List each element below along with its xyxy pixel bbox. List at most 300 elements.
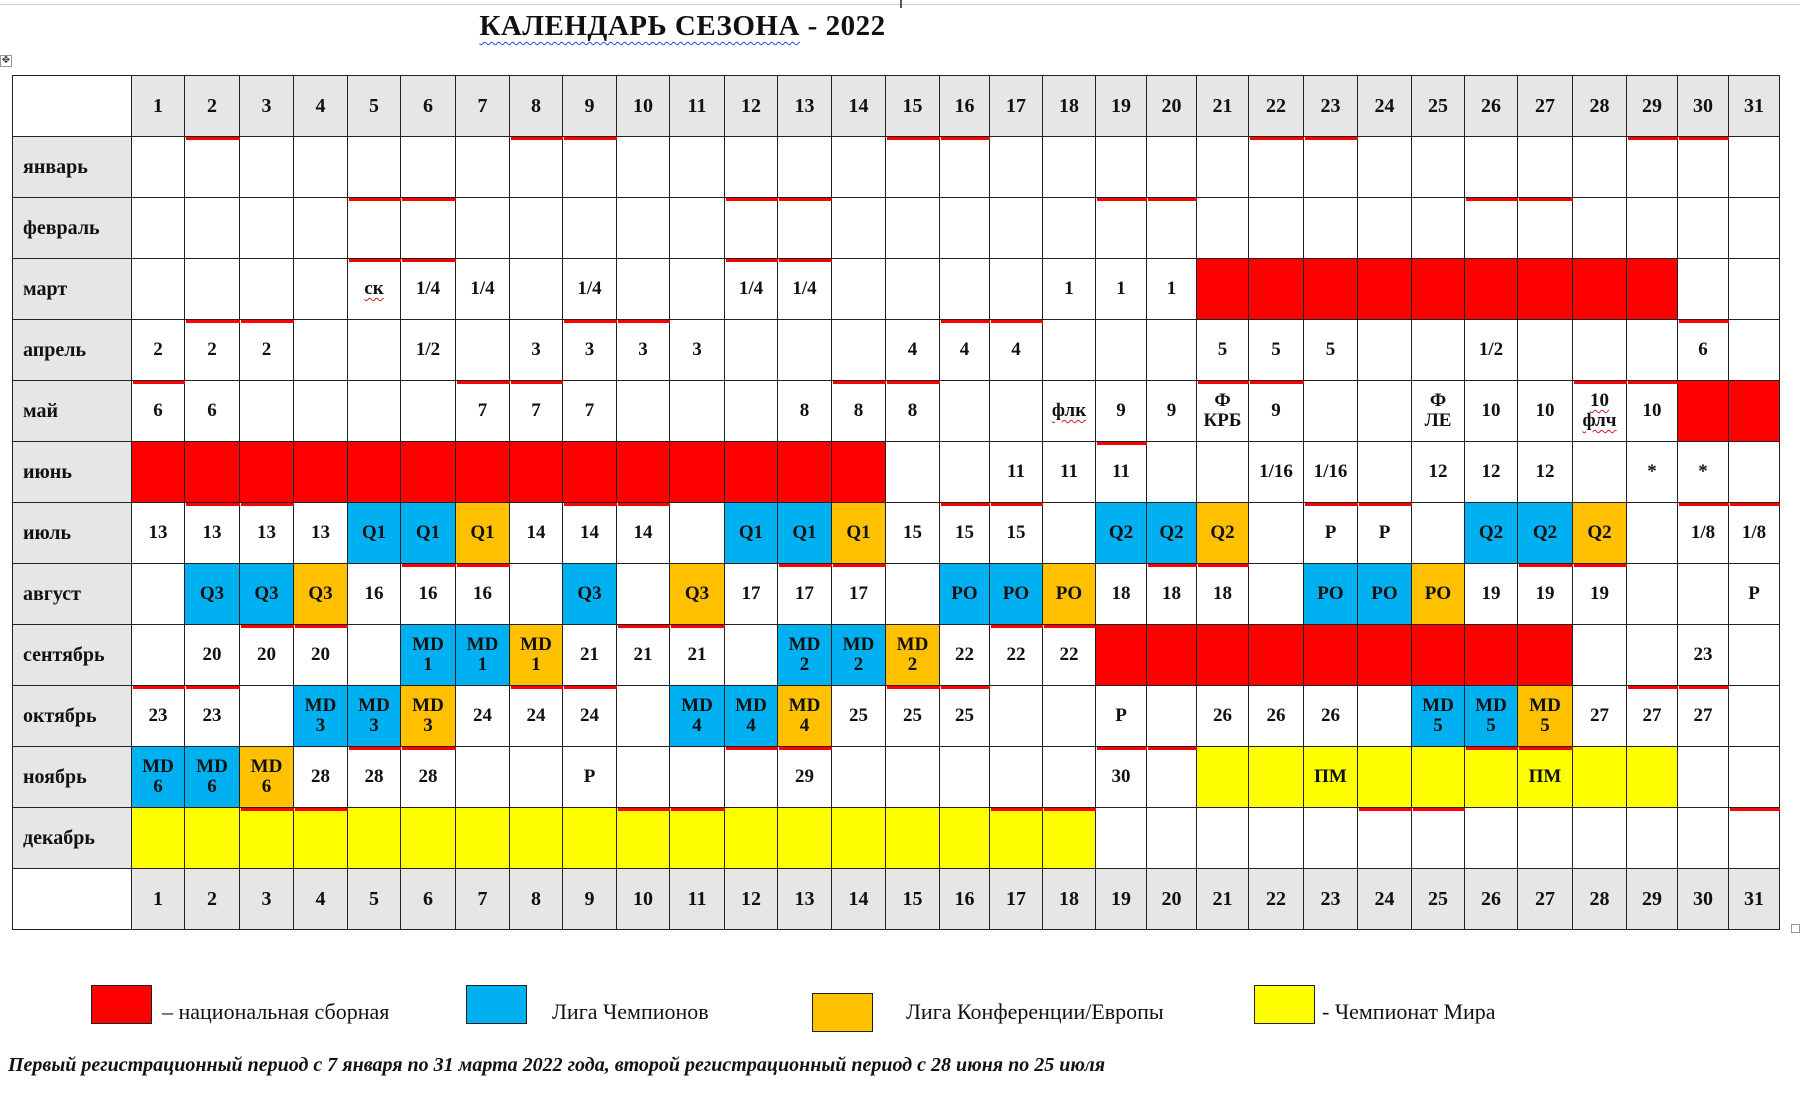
day-cell: [132, 808, 185, 869]
day-cell: PO: [1304, 564, 1358, 625]
day-cell: 12: [1465, 442, 1518, 503]
day-cell: [617, 747, 670, 808]
day-cell: [510, 442, 563, 503]
day-cell: [1358, 442, 1412, 503]
day-cell: [617, 564, 670, 625]
day-cell: [240, 381, 294, 442]
day-header-row-top: [13, 76, 1780, 137]
day-cell: [990, 747, 1043, 808]
day-cell: [1729, 320, 1780, 381]
day-cell: [1358, 259, 1412, 320]
day-cell: MD 4: [670, 686, 725, 747]
day-cell: [990, 808, 1043, 869]
day-cell: [1518, 320, 1573, 381]
day-cell: [670, 381, 725, 442]
day-cell: [510, 259, 563, 320]
day-cell: [832, 442, 886, 503]
day-cell: [1627, 320, 1678, 381]
day-cell: 10: [1627, 381, 1678, 442]
day-cell: 15: [940, 503, 990, 564]
week-marker-line: [349, 259, 401, 262]
day-header-28: 28: [1573, 76, 1627, 137]
week-marker-line: [133, 381, 185, 384]
day-cell: [1465, 808, 1518, 869]
day-cell: 24: [456, 686, 510, 747]
day-cell: MD 2: [832, 625, 886, 686]
day-cell: [1573, 320, 1627, 381]
day-header-9: 9: [563, 869, 617, 930]
day-cell: [1412, 320, 1465, 381]
day-cell: [1249, 625, 1304, 686]
day-header-28: 28: [1573, 869, 1627, 930]
day-cell: [348, 320, 401, 381]
day-cell: 1/8: [1729, 503, 1780, 564]
day-cell: PO: [1412, 564, 1465, 625]
day-cell: MD 4: [778, 686, 832, 747]
day-cell: 1/4: [401, 259, 456, 320]
week-marker-line: [1097, 747, 1147, 750]
day-cell: 15: [990, 503, 1043, 564]
day-cell: [1304, 198, 1358, 259]
day-cell: [725, 808, 778, 869]
week-marker-line: [779, 747, 832, 750]
day-cell: [348, 442, 401, 503]
day-cell: [778, 198, 832, 259]
week-marker-line: [618, 503, 670, 506]
day-cell: [1249, 198, 1304, 259]
day-header-17: 17: [990, 869, 1043, 930]
day-header-23: 23: [1304, 869, 1358, 930]
day-header-8: 8: [510, 76, 563, 137]
day-cell: 21: [670, 625, 725, 686]
day-header-24: 24: [1358, 869, 1412, 930]
day-cell: [670, 503, 725, 564]
day-cell: MD 6: [132, 747, 185, 808]
day-header-17: 17: [990, 76, 1043, 137]
page-title: [0, 10, 1365, 43]
day-cell: [670, 442, 725, 503]
day-cell: [1197, 747, 1249, 808]
month-row: [13, 381, 1780, 442]
day-cell: 19: [1518, 564, 1573, 625]
day-cell: [1729, 808, 1780, 869]
day-cell: 3: [617, 320, 670, 381]
day-cell: [1147, 320, 1197, 381]
day-cell: [1412, 259, 1465, 320]
day-cell: [456, 137, 510, 198]
week-marker-line: [511, 686, 563, 689]
day-cell: [510, 747, 563, 808]
day-cell: [1358, 198, 1412, 259]
day-cell: [1249, 808, 1304, 869]
day-cell: [1627, 137, 1678, 198]
day-cell: 10: [1465, 381, 1518, 442]
day-cell: 25: [940, 686, 990, 747]
month-row: [13, 808, 1780, 869]
day-cell: [1197, 259, 1249, 320]
day-header-22: 22: [1249, 76, 1304, 137]
day-header-30: 30: [1678, 869, 1729, 930]
month-row: [13, 747, 1780, 808]
day-cell: [1096, 320, 1147, 381]
week-marker-line: [991, 808, 1043, 811]
day-cell: 28: [348, 747, 401, 808]
day-header-22: 22: [1249, 869, 1304, 930]
day-cell: [1573, 137, 1627, 198]
day-cell: 8: [886, 381, 940, 442]
day-cell: 22: [940, 625, 990, 686]
day-cell: [725, 747, 778, 808]
day-cell: 3: [510, 320, 563, 381]
day-cell: [1304, 259, 1358, 320]
day-cell: [132, 198, 185, 259]
month-row: [13, 503, 1780, 564]
month-row: [13, 137, 1780, 198]
table-resize-handle[interactable]: [1791, 924, 1800, 933]
day-cell: 13: [185, 503, 240, 564]
day-cell: [348, 137, 401, 198]
day-cell: [563, 137, 617, 198]
day-header-4: 4: [294, 76, 348, 137]
day-cell: Р: [1304, 503, 1358, 564]
day-cell: [456, 198, 510, 259]
day-cell: [725, 442, 778, 503]
day-cell: [1729, 381, 1780, 442]
month-row: [13, 625, 1780, 686]
month-label: июль: [13, 503, 132, 564]
day-cell: 6: [132, 381, 185, 442]
day-cell: [1678, 381, 1729, 442]
week-marker-line: [1305, 137, 1358, 140]
day-cell: [778, 442, 832, 503]
day-cell: [1304, 625, 1358, 686]
week-marker-line: [1148, 564, 1197, 567]
day-cell: [1573, 198, 1627, 259]
day-cell: [1729, 442, 1780, 503]
week-marker-line: [1044, 808, 1096, 811]
day-cell: [132, 137, 185, 198]
week-marker-line: [1574, 381, 1627, 384]
day-cell: PO: [1358, 564, 1412, 625]
day-cell: MD 3: [401, 686, 456, 747]
day-cell: [1573, 442, 1627, 503]
day-cell: [1358, 808, 1412, 869]
day-cell: [990, 137, 1043, 198]
day-cell: [1518, 808, 1573, 869]
day-cell: 27: [1573, 686, 1627, 747]
day-cell: [1627, 625, 1678, 686]
day-cell: [617, 381, 670, 442]
day-cell: [1729, 686, 1780, 747]
day-cell: 1/16: [1304, 442, 1358, 503]
day-cell: Р: [563, 747, 617, 808]
day-cell: [1304, 381, 1358, 442]
day-cell: 26: [1197, 686, 1249, 747]
day-cell: 27: [1678, 686, 1729, 747]
day-cell: 13: [132, 503, 185, 564]
legend-swatch-national-team: [91, 985, 152, 1024]
day-cell: [617, 686, 670, 747]
day-cell: [132, 564, 185, 625]
day-cell: [1147, 625, 1197, 686]
month-label: ноябрь: [13, 747, 132, 808]
day-cell: [294, 320, 348, 381]
week-marker-line: [1730, 808, 1780, 811]
week-marker-line: [1679, 320, 1729, 323]
week-marker-line: [1679, 503, 1729, 506]
day-cell: [294, 198, 348, 259]
day-cell: [1358, 747, 1412, 808]
month-label: апрель: [13, 320, 132, 381]
day-cell: [990, 198, 1043, 259]
month-row: [13, 686, 1780, 747]
day-cell: [1197, 808, 1249, 869]
legend-label-world-cup: - Чемпионат Мира: [1322, 999, 1496, 1024]
week-marker-line: [564, 320, 617, 323]
day-cell: *: [1678, 442, 1729, 503]
day-cell: Q1: [778, 503, 832, 564]
registration-period-note: Первый регистрационный период с 7 января по 31 марта 2022 года, второй регистрационный период с 28 июня по 25 июля: [8, 1054, 1106, 1076]
day-cell: 4: [990, 320, 1043, 381]
day-header-14: 14: [832, 76, 886, 137]
week-marker-line: [671, 625, 725, 628]
month-label: октябрь: [13, 686, 132, 747]
day-cell: 14: [510, 503, 563, 564]
day-cell: [1412, 198, 1465, 259]
day-cell: [1573, 625, 1627, 686]
day-header-20: 20: [1147, 869, 1197, 930]
day-cell: 1/4: [778, 259, 832, 320]
week-marker-line: [1519, 747, 1573, 750]
day-cell: [886, 137, 940, 198]
day-cell: [940, 747, 990, 808]
day-header-16: 16: [940, 76, 990, 137]
day-header-25: 25: [1412, 76, 1465, 137]
week-marker-line: [833, 381, 886, 384]
day-cell: [617, 259, 670, 320]
day-cell: 1/4: [725, 259, 778, 320]
week-marker-line: [1628, 381, 1678, 384]
week-marker-line: [1519, 564, 1573, 567]
day-cell: [725, 625, 778, 686]
day-cell: 3: [670, 320, 725, 381]
day-header-16: 16: [940, 869, 990, 930]
week-marker-line: [671, 808, 725, 811]
day-cell: [294, 381, 348, 442]
day-cell: [1358, 686, 1412, 747]
day-header-27: 27: [1518, 76, 1573, 137]
day-cell: 30: [1096, 747, 1147, 808]
day-header-13: 13: [778, 869, 832, 930]
day-cell: 12: [1518, 442, 1573, 503]
day-cell: 9: [1147, 381, 1197, 442]
day-cell: [886, 198, 940, 259]
day-cell: 5: [1249, 320, 1304, 381]
day-header-21: 21: [1197, 76, 1249, 137]
week-marker-line: [726, 198, 778, 201]
day-cell: [401, 137, 456, 198]
month-row: [13, 198, 1780, 259]
day-cell: [1627, 198, 1678, 259]
day-cell: [1147, 198, 1197, 259]
day-cell: *: [1627, 442, 1678, 503]
day-cell: 22: [1043, 625, 1096, 686]
week-marker-line: [349, 198, 401, 201]
day-header-8: 8: [510, 869, 563, 930]
day-cell: ск: [348, 259, 401, 320]
day-cell: [1573, 747, 1627, 808]
day-cell: 23: [132, 686, 185, 747]
day-cell: ПМ: [1518, 747, 1573, 808]
day-header-row-bottom: [13, 869, 1780, 930]
day-cell: [990, 381, 1043, 442]
day-cell: [1465, 137, 1518, 198]
day-header-29: 29: [1627, 76, 1678, 137]
week-marker-line: [779, 564, 832, 567]
week-marker-line: [941, 503, 990, 506]
day-header-14: 14: [832, 869, 886, 930]
day-cell: [1573, 808, 1627, 869]
week-marker-line: [887, 381, 940, 384]
legend-swatch-world-cup: [1254, 985, 1315, 1024]
day-header-3: 3: [240, 76, 294, 137]
week-marker-line: [726, 747, 778, 750]
day-cell: [510, 564, 563, 625]
day-cell: Q3: [670, 564, 725, 625]
day-cell: 3: [563, 320, 617, 381]
table-move-handle-icon[interactable]: ✥: [1, 55, 11, 66]
day-header-15: 15: [886, 76, 940, 137]
day-cell: [832, 259, 886, 320]
day-cell: [725, 137, 778, 198]
day-cell: [1627, 808, 1678, 869]
week-marker-line: [1519, 198, 1573, 201]
day-cell: 1: [1096, 259, 1147, 320]
day-cell: 10: [1518, 381, 1573, 442]
day-cell: [725, 381, 778, 442]
day-cell: [670, 198, 725, 259]
day-cell: [832, 747, 886, 808]
day-header-4: 4: [294, 869, 348, 930]
week-marker-line: [1574, 564, 1627, 567]
legend-swatch-champions-league: [466, 985, 527, 1024]
day-cell: [617, 198, 670, 259]
day-cell: [1678, 259, 1729, 320]
day-header-9: 9: [563, 76, 617, 137]
week-marker-line: [779, 198, 832, 201]
day-cell: [348, 808, 401, 869]
day-header-21: 21: [1197, 869, 1249, 930]
day-cell: [1249, 259, 1304, 320]
day-cell: [940, 198, 990, 259]
week-marker-line: [511, 137, 563, 140]
day-cell: [510, 198, 563, 259]
week-marker-line: [241, 320, 294, 323]
day-cell: [832, 198, 886, 259]
day-cell: PO: [940, 564, 990, 625]
day-cell: 22: [990, 625, 1043, 686]
week-marker-line: [133, 686, 185, 689]
week-marker-line: [1250, 381, 1304, 384]
day-cell: [563, 198, 617, 259]
day-cell: [832, 320, 886, 381]
day-cell: 12: [1412, 442, 1465, 503]
day-cell: [1678, 564, 1729, 625]
day-cell: [940, 808, 990, 869]
week-marker-line: [402, 259, 456, 262]
week-marker-line: [1198, 564, 1249, 567]
month-label: март: [13, 259, 132, 320]
week-marker-line: [618, 808, 670, 811]
day-cell: MD 6: [185, 747, 240, 808]
day-cell: [670, 808, 725, 869]
day-cell: [832, 137, 886, 198]
day-cell: 2: [132, 320, 185, 381]
day-cell: [1249, 747, 1304, 808]
day-cell: MD 5: [1412, 686, 1465, 747]
day-cell: 1/2: [401, 320, 456, 381]
day-cell: [1358, 320, 1412, 381]
day-cell: 1: [1043, 259, 1096, 320]
day-cell: 8: [832, 381, 886, 442]
day-cell: [1412, 747, 1465, 808]
day-cell: 9: [1096, 381, 1147, 442]
day-cell: Q2: [1518, 503, 1573, 564]
day-cell: MD 3: [294, 686, 348, 747]
week-marker-line: [241, 625, 294, 628]
day-header-1: 1: [132, 76, 185, 137]
day-cell: [132, 259, 185, 320]
week-marker-line: [1359, 808, 1412, 811]
day-cell: [886, 442, 940, 503]
day-cell: 20: [240, 625, 294, 686]
day-cell: Р: [1729, 564, 1780, 625]
day-cell: [940, 381, 990, 442]
day-cell: 11: [1043, 442, 1096, 503]
day-cell: [1627, 503, 1678, 564]
day-cell: 14: [563, 503, 617, 564]
day-cell: 24: [510, 686, 563, 747]
day-cell: [1573, 259, 1627, 320]
day-cell: Q3: [563, 564, 617, 625]
day-cell: 17: [725, 564, 778, 625]
day-cell: Р: [1358, 503, 1412, 564]
week-marker-line: [186, 686, 240, 689]
week-marker-line: [402, 564, 456, 567]
month-label: август: [13, 564, 132, 625]
day-cell: [240, 137, 294, 198]
day-header-27: 27: [1518, 869, 1573, 930]
day-cell: [240, 808, 294, 869]
day-cell: 11: [1096, 442, 1147, 503]
day-cell: [348, 198, 401, 259]
day-cell: Q2: [1147, 503, 1197, 564]
day-cell: Q2: [1096, 503, 1147, 564]
day-cell: [1358, 381, 1412, 442]
day-header-26: 26: [1465, 76, 1518, 137]
day-cell: [1147, 686, 1197, 747]
day-cell: [886, 808, 940, 869]
week-marker-line: [295, 808, 348, 811]
week-marker-line: [1730, 503, 1780, 506]
week-marker-line: [295, 625, 348, 628]
day-cell: 8: [778, 381, 832, 442]
day-cell: PO: [1043, 564, 1096, 625]
day-header-10: 10: [617, 76, 670, 137]
day-header-30: 30: [1678, 76, 1729, 137]
month-row: [13, 564, 1780, 625]
day-cell: 6: [1678, 320, 1729, 381]
